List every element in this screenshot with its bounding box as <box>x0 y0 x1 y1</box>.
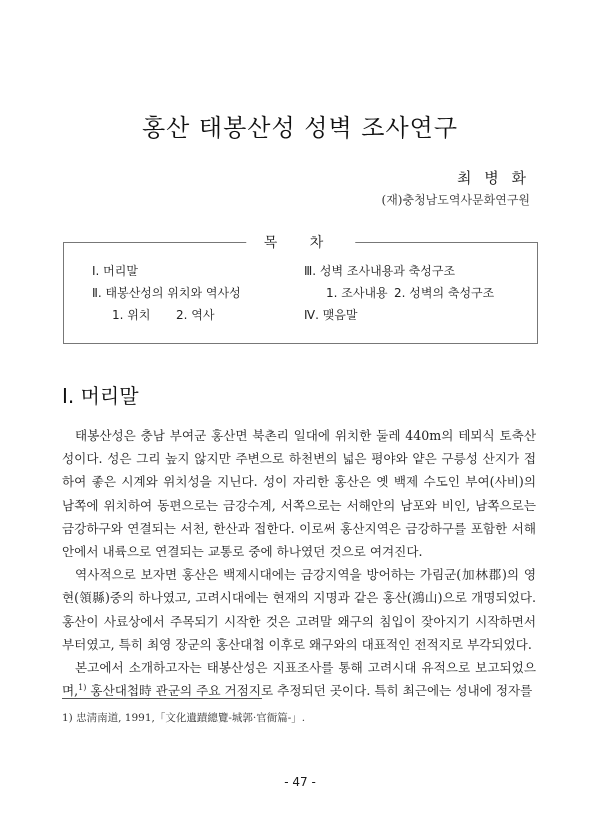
table-of-contents <box>63 235 538 344</box>
toc-heading: 목 차 <box>246 232 356 252</box>
author-name: 최 병 화 <box>456 169 530 187</box>
toc-item: Ⅱ. 태봉산성의 위치와 역사성 <box>92 286 241 300</box>
author-affiliation: (재)충청남도역사문화연구원 <box>381 193 530 207</box>
toc-item: Ⅲ. 성벽 조사내용과 축성구조 <box>304 264 456 278</box>
toc-item: 2. 성벽의 축성구조 <box>394 286 495 300</box>
paragraph-text: 본고에서 소개하고자는 태봉산성은 지표조사를 통해 고려시대 유적으로 보고되었으며, <box>62 660 536 699</box>
section-heading: Ⅰ. 머리말 <box>62 384 139 408</box>
toc-item: 2. 역사 <box>176 308 215 322</box>
body-text <box>62 424 536 702</box>
paragraph <box>62 656 536 702</box>
toc-item: 1. 조사내용 <box>326 286 388 300</box>
paragraph-text: 홍산대첩時 관군의 주요 거점지로 추정되던 곳이다. 특히 최근에는 성내에 정자를 <box>90 683 533 699</box>
toc-item: Ⅰ. 머리말 <box>92 264 138 278</box>
toc-item: Ⅳ. 맺음말 <box>304 308 358 322</box>
footnote-divider <box>62 698 262 699</box>
page-number: - 47 - <box>284 775 316 789</box>
paper-title: 홍산 태봉산성 성벽 조사연구 <box>141 114 459 142</box>
toc-item: 1. 위치 <box>112 308 151 322</box>
footnote: 1) 忠淸南道, 1991,「文化遺蹟總覽-城郭·官衙篇-」. <box>62 712 306 724</box>
paragraph: 역사적으로 보자면 홍산은 백제시대에는 금강지역을 방어하는 가림군(加林郡)의 영현(領縣)중의 하나였고, 고려시대에는 현재의 지명과 같은 홍산(鴻山)으로 개명되었다. 홍산이 사료상에서 주목되기 시작한 것은 고려말 왜구의 침입이 잦아지기 시작하면서 부터였고, 특히 최영 장군의 홍산대첩 이후로 왜구와의 대표적인 전적지로 부각되었다. <box>62 567 536 652</box>
footnote-marker[interactable]: 1) <box>78 683 87 693</box>
paragraph: 태봉산성은 충남 부여군 홍산면 북촌리 일대에 위치한 둘레 440m의 테뫼식 토축산성이다. 성은 그리 높지 않지만 주변으로 하천변의 넓은 평야와 얕은 구릉성 산지가 접하여 좋은 시계와 위치성을 지닌다. 성이 자리한 홍산은 옛 백제 수도인 부여(사비)의 남쪽에 위치하여 동편으로는 금강수계, 서쪽으로는 서해안의 남포와 비인, 남쪽으로는 금강하구와 연결되는 서천, 한산과 접한다. 이로써 홍산지역은 금강하구를 포함한 서해안에서 내륙으로 연결되는 교통로 중에 하나였던 것으로 여겨진다. <box>62 428 536 560</box>
